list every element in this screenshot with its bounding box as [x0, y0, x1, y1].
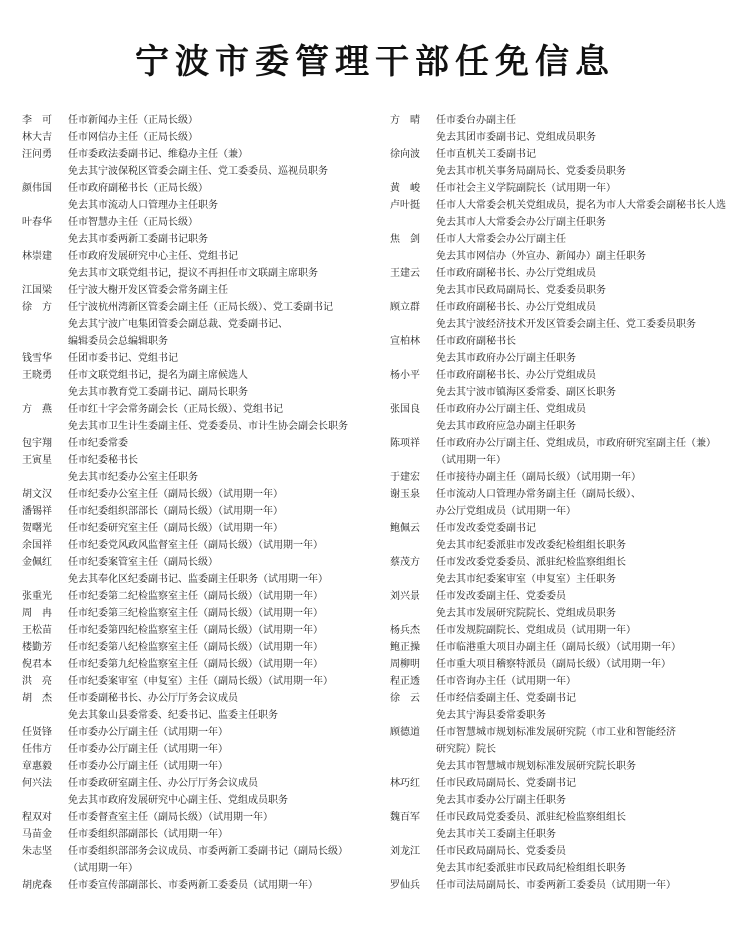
appointment-details [68, 299, 382, 350]
appointment-line: 任市纪委案审室（申复室）主任（副局长级）（试用期一年） [68, 676, 333, 687]
appointment-line: 任市纪委党风政风监督室主任（副局长级）（试用期一年） [68, 540, 323, 551]
appointment-line: 免去其市文联党组书记，提议不再担任市文联副主席职务 [68, 268, 318, 279]
appointment-line: 任市智慧办主任（正局长级） [68, 217, 198, 228]
appointment-line: 任市接待办副主任（副局长级）（试用期一年） [436, 472, 641, 483]
appointment-entry [22, 826, 382, 843]
appointment-entry [22, 452, 382, 486]
appointment-line: 任市人大常委会办公厅副主任 [436, 234, 566, 245]
appointment-details [68, 775, 382, 809]
appointment-line: 免去其市纪委案审室（申复室）主任职务 [436, 574, 616, 585]
person-name: 江国梁 [22, 285, 52, 296]
appointment-entry [390, 843, 742, 877]
appointment-entry [22, 656, 382, 673]
appointment-details [68, 452, 382, 486]
appointment-details [436, 435, 742, 469]
appointment-details [68, 741, 382, 758]
appointment-entry [22, 401, 382, 435]
appointment-details [436, 690, 742, 724]
appointment-entry [390, 656, 742, 673]
appointment-details [436, 656, 742, 673]
appointment-entry [390, 469, 742, 486]
appointment-line: 任团市委书记、党组书记 [68, 353, 178, 364]
appointment-line: 任市委督查室主任（副局长级）（试用期一年） [68, 812, 273, 823]
appointment-line: 任市纪委案管室主任（副局长级） [68, 557, 218, 568]
person-name: 胡文汉 [22, 489, 52, 500]
person-name: 黄 峻 [390, 183, 420, 194]
appointment-details [436, 639, 742, 656]
appointment-line: 免去其市关工委副主任职务 [436, 829, 556, 840]
person-name: 蔡茂方 [390, 557, 420, 568]
appointment-entry [390, 775, 742, 809]
person-name: 马苗金 [22, 829, 52, 840]
person-name: 张国良 [390, 404, 420, 415]
appointment-line: 免去其市民政局副局长、党委委员职务 [436, 285, 606, 296]
person-name: 于建宏 [390, 472, 420, 483]
person-name: 余国祥 [22, 540, 52, 551]
appointment-entry [390, 809, 742, 843]
appointment-details [68, 826, 382, 843]
person-name: 胡 杰 [22, 693, 52, 704]
appointment-details [436, 299, 742, 333]
appointment-line: 任市纪委第四纪检监察室主任（副局长级）（试用期一年） [68, 625, 323, 636]
appointment-entry [22, 639, 382, 656]
appointment-entry [22, 282, 382, 299]
appointment-details [68, 129, 382, 146]
appointment-details [436, 333, 742, 367]
appointment-line: 任市委台办副主任 [436, 115, 516, 126]
person-name: 周 冉 [22, 608, 52, 619]
person-name: 徐 云 [390, 693, 420, 704]
right-column [390, 112, 742, 894]
appointment-line: 任市政府副秘书长、办公厅党组成员 [436, 268, 596, 279]
appointment-line: 任市发改委党委委员、派驻纪检监察组组长 [436, 557, 626, 568]
person-name: 刘兴景 [390, 591, 420, 602]
appointment-line: 任市政府副秘书长、办公厅党组成员 [436, 302, 596, 313]
appointment-entry [22, 214, 382, 248]
appointment-line: 免去其宁波经济技术开发区管委会副主任、党工委委员职务 [436, 319, 696, 330]
appointment-line: 任市民政局副局长、党委委员 [436, 846, 566, 857]
person-name: 鲍佩云 [390, 523, 420, 534]
appointment-entry [390, 265, 742, 299]
appointment-line: 任市委政法委副书记、维稳办主任（兼） [68, 149, 248, 160]
appointment-details [436, 401, 742, 435]
appointment-line: 任市重大项目稽察特派员（副局长级）（试用期一年） [436, 659, 671, 670]
appointment-line: 任市纪委组织部部长（副局长级）（试用期一年） [68, 506, 283, 517]
appointment-details [68, 367, 382, 401]
person-name: 汪问勇 [22, 149, 52, 160]
appointment-line: 免去其市人大常委会办公厅副主任职务 [436, 217, 606, 228]
appointment-line: 免去其市政府发展研究中心副主任、党组成员职务 [68, 795, 288, 806]
appointment-entry [390, 554, 742, 588]
appointment-details [68, 282, 382, 299]
appointment-details [68, 673, 382, 690]
appointment-entry [22, 690, 382, 724]
appointment-details [68, 758, 382, 775]
appointment-details [68, 656, 382, 673]
appointment-line: 免去其宁波广电集团管委会副总裁、党委副书记、 [68, 319, 288, 330]
appointment-entry [22, 724, 382, 741]
appointment-line: 免去其市政府办公厅副主任职务 [436, 353, 576, 364]
appointment-entry [22, 741, 382, 758]
person-name: 包宇翔 [22, 438, 52, 449]
appointment-details [68, 112, 382, 129]
appointment-line: 免去其市纪委派驻市民政局纪检组组长职务 [436, 863, 626, 874]
appointment-line: 免去其市发展研究院院长、党组成员职务 [436, 608, 616, 619]
person-name: 林崇建 [22, 251, 52, 262]
appointment-line: 任市网信办主任（正局长级） [68, 132, 198, 143]
appointment-details [68, 622, 382, 639]
appointment-line: 免去其市智慧城市规划标准发展研究院长职务 [436, 761, 636, 772]
person-name: 王晓勇 [22, 370, 52, 381]
appointment-entry [390, 299, 742, 333]
appointment-line: 任市政府副秘书长、办公厅党组成员 [436, 370, 596, 381]
appointment-entry [22, 146, 382, 180]
appointment-details [68, 248, 382, 282]
appointment-entry [22, 537, 382, 554]
person-name: 钱雪华 [22, 353, 52, 364]
appointment-details [68, 588, 382, 605]
appointment-line: （试用期一年） [68, 863, 138, 874]
appointment-details [436, 146, 742, 180]
appointment-entry [390, 197, 742, 231]
appointment-details [68, 605, 382, 622]
person-name: 宣柏林 [390, 336, 420, 347]
appointment-entry [390, 401, 742, 435]
person-name: 徐 方 [22, 302, 52, 313]
appointment-details [68, 214, 382, 248]
appointment-entry [390, 333, 742, 367]
person-name: 顾立群 [390, 302, 420, 313]
appointment-entry [390, 690, 742, 724]
appointment-details [436, 724, 742, 775]
appointment-line: 任市人大常委会机关党组成员，提名为市人大常委会副秘书长人选 [436, 200, 726, 211]
person-name: 顾德道 [390, 727, 420, 738]
appointment-details [436, 809, 742, 843]
appointment-line: 免去其市委办公厅副主任职务 [436, 795, 566, 806]
appointment-line: （试用期一年） [436, 455, 506, 466]
appointment-details [68, 724, 382, 741]
person-name: 方 晴 [390, 115, 420, 126]
appointment-line: 任市委办公厅副主任（试用期一年） [68, 761, 228, 772]
appointment-line: 任市委副秘书长、办公厅厅务会议成员 [68, 693, 238, 704]
appointment-line: 办公厅党组成员（试用期一年） [436, 506, 576, 517]
person-name: 程双对 [22, 812, 52, 823]
appointment-entry [22, 775, 382, 809]
appointment-line: 任市纪委常委 [68, 438, 128, 449]
person-name: 李 可 [22, 115, 52, 126]
person-name: 潘锡祥 [22, 506, 52, 517]
person-name: 张重光 [22, 591, 52, 602]
appointment-line: 任市纪委第二纪检监察室主任（副局长级）（试用期一年） [68, 591, 323, 602]
appointment-entry [22, 843, 382, 877]
person-name: 鲍正操 [390, 642, 420, 653]
person-name: 章惠毅 [22, 761, 52, 772]
person-name: 刘龙江 [390, 846, 420, 857]
appointment-entry [390, 724, 742, 775]
appointment-line: 任宁波杭州湾新区管委会副主任（正局长级）、党工委副书记 [68, 302, 333, 313]
appointment-entry [390, 180, 742, 197]
appointment-details [68, 146, 382, 180]
appointment-entry [22, 486, 382, 503]
appointment-entry [390, 673, 742, 690]
appointment-line: 任市纪委第九纪检监察室主任（副局长级）（试用期一年） [68, 659, 323, 670]
appointment-line: 任市政府办公厅副主任、党组成员 [436, 404, 586, 415]
person-name: 王松苗 [22, 625, 52, 636]
appointment-details [436, 197, 742, 231]
appointment-line: 任市政府副秘书长（正局长级） [68, 183, 208, 194]
appointment-line: 任市政府发展研究中心主任、党组书记 [68, 251, 238, 262]
appointment-entry [22, 673, 382, 690]
appointment-entry [390, 112, 742, 146]
appointment-details [436, 469, 742, 486]
appointment-details [68, 401, 382, 435]
appointment-entry [22, 112, 382, 129]
appointment-line: 免去其象山县委常委、纪委书记、监委主任职务 [68, 710, 278, 721]
person-name: 王建云 [390, 268, 420, 279]
appointment-entry [390, 486, 742, 520]
appointment-details [436, 180, 742, 197]
appointment-line: 任市委组织部部务会议成员、市委两新工委副书记（副局长级） [68, 846, 348, 857]
appointment-details [68, 639, 382, 656]
appointment-line: 任市委办公厅副主任（试用期一年） [68, 744, 228, 755]
appointment-line: 免去其市卫生计生委副主任、党委委员、市计生协会副会长职务 [68, 421, 348, 432]
appointment-line: 免去其奉化区纪委副书记、监委副主任职务（试用期一年） [68, 574, 328, 585]
appointment-line: 任市咨询办主任（试用期一年） [436, 676, 576, 687]
person-name: 魏百军 [390, 812, 420, 823]
appointment-line: 任市发规院副院长、党组成员（试用期一年） [436, 625, 636, 636]
person-name: 楼勤芳 [22, 642, 52, 653]
appointment-entry [22, 622, 382, 639]
person-name: 贺曙光 [22, 523, 52, 534]
appointment-entry [22, 758, 382, 775]
appointment-details [436, 486, 742, 520]
appointment-line: 编辑委员会总编辑职务 [68, 336, 168, 347]
appointment-line: 任市政府办公厅副主任、党组成员，市政府研究室副主任（兼） [436, 438, 716, 449]
appointment-entry [22, 809, 382, 826]
appointment-details [436, 673, 742, 690]
appointment-entry [390, 877, 742, 894]
appointment-entry [22, 248, 382, 282]
appointment-entry [22, 503, 382, 520]
appointment-line: 免去其市纪委派驻市发改委纪检组组长职务 [436, 540, 626, 551]
person-name: 杨兵杰 [390, 625, 420, 636]
appointment-line: 任宁波大榭开发区管委会常务副主任 [68, 285, 228, 296]
appointment-entry [390, 367, 742, 401]
appointment-line: 免去其市政府应急办副主任职务 [436, 421, 576, 432]
appointment-entry [390, 622, 742, 639]
appointment-line: 任市民政局党委委员、派驻纪检监察组组长 [436, 812, 626, 823]
person-name: 任伟方 [22, 744, 52, 755]
appointment-details [436, 843, 742, 877]
appointment-line: 免去其市委两新工委副书记职务 [68, 234, 208, 245]
left-column [22, 112, 382, 894]
person-name: 朱志坚 [22, 846, 52, 857]
appointment-entry [22, 588, 382, 605]
appointment-line: 免去其市纪委办公室主任职务 [68, 472, 198, 483]
appointment-entry [22, 877, 382, 894]
appointment-line: 免去其市教育党工委副书记、副局长职务 [68, 387, 248, 398]
appointment-entry [22, 180, 382, 214]
appointment-line: 免去其市流动人口管理办主任职务 [68, 200, 218, 211]
appointment-details [68, 554, 382, 588]
appointment-details [436, 622, 742, 639]
person-name: 叶春华 [22, 217, 52, 228]
page-title: 宁波市委管理干部任免信息 [135, 42, 615, 82]
appointment-details [68, 520, 382, 537]
appointment-entry [22, 367, 382, 401]
appointment-line: 任市文联党组书记，提名为副主席候选人 [68, 370, 248, 381]
appointment-details [436, 877, 742, 894]
appointment-details [68, 435, 382, 452]
appointment-entry [390, 435, 742, 469]
person-name: 王寅星 [22, 455, 52, 466]
person-name: 卢叶挺 [390, 200, 420, 211]
appointment-details [436, 775, 742, 809]
appointment-details [68, 486, 382, 503]
appointment-entry [22, 435, 382, 452]
appointment-line: 任市委宣传部副部长、市委两新工委委员（试用期一年） [68, 880, 318, 891]
appointment-entry [390, 588, 742, 622]
person-name: 何兴法 [22, 778, 52, 789]
appointment-line: 任市发改委党委副书记 [436, 523, 536, 534]
appointment-line: 任市司法局副局长、市委两新工委委员（试用期一年） [436, 880, 676, 891]
appointment-details [436, 265, 742, 299]
appointment-line: 免去其市机关事务局副局长、党委委员职务 [436, 166, 626, 177]
person-name: 胡虎森 [22, 880, 52, 891]
person-name: 陈项祥 [390, 438, 420, 449]
person-name: 周柳明 [390, 659, 420, 670]
appointment-details [436, 554, 742, 588]
appointment-line: 任市纪委办公室主任（副局长级）（试用期一年） [68, 489, 283, 500]
appointment-details [436, 367, 742, 401]
appointment-details [68, 843, 382, 877]
appointment-details [68, 809, 382, 826]
appointment-line: 任市纪委秘书长 [68, 455, 138, 466]
person-name: 方 燕 [22, 404, 52, 415]
appointment-details [68, 537, 382, 554]
appointment-line: 任市委办公厅副主任（试用期一年） [68, 727, 228, 738]
appointment-line: 任市纪委第三纪检监察室主任（副局长级）（试用期一年） [68, 608, 323, 619]
person-name: 程正透 [390, 676, 420, 687]
appointment-details [68, 877, 382, 894]
appointment-line: 任市新闻办主任（正局长级） [68, 115, 198, 126]
appointment-entry [22, 129, 382, 146]
appointment-entry [390, 231, 742, 265]
appointment-line: 任市委组织部副部长（试用期一年） [68, 829, 228, 840]
appointment-entry [22, 299, 382, 350]
appointment-line: 任市流动人口管理办常务副主任（副局长级）、 [436, 489, 641, 500]
appointment-line: 免去其团市委副书记、党组成员职务 [436, 132, 596, 143]
appointment-entry [390, 520, 742, 554]
appointment-line: 任市民政局副局长、党委副书记 [436, 778, 576, 789]
appointment-details [436, 588, 742, 622]
appointment-entry [22, 520, 382, 537]
person-name: 洪 亮 [22, 676, 52, 687]
person-name: 颜伟国 [22, 183, 52, 194]
appointment-line: 任市直机关工委副书记 [436, 149, 536, 160]
appointment-details [68, 180, 382, 214]
person-name: 林大吉 [22, 132, 52, 143]
appointment-line: 任市发改委副主任、党委委员 [436, 591, 566, 602]
appointment-entry [390, 639, 742, 656]
person-name: 徐向波 [390, 149, 420, 160]
appointment-line: 任市红十字会常务副会长（正局长级）、党组书记 [68, 404, 283, 415]
appointment-details [68, 690, 382, 724]
appointment-details [436, 520, 742, 554]
appointment-line: 免去其市网信办（外宣办、新闻办）副主任职务 [436, 251, 646, 262]
appointment-line: 任市委政研室副主任、办公厅厅务会议成员 [68, 778, 258, 789]
appointment-line: 免去其宁海县委常委职务 [436, 710, 546, 721]
person-name: 罗仙兵 [390, 880, 420, 891]
appointment-entry [22, 350, 382, 367]
appointment-line: 免去其宁波保税区管委会副主任、党工委委员、巡视员职务 [68, 166, 328, 177]
appointment-line: 任市社会主义学院副院长（试用期一年） [436, 183, 616, 194]
person-name: 倪君本 [22, 659, 52, 670]
appointment-line: 任市经信委副主任、党委副书记 [436, 693, 576, 704]
appointment-line: 任市临港重大项目办副主任（副局长级）（试用期一年） [436, 642, 681, 653]
person-name: 焦 剑 [390, 234, 420, 245]
appointment-line: 任市政府副秘书长 [436, 336, 516, 347]
appointment-details [68, 350, 382, 367]
appointment-line: 任市纪委第八纪检监察室主任（副局长级）（试用期一年） [68, 642, 323, 653]
appointment-line: 任市纪委研究室主任（副局长级）（试用期一年） [68, 523, 283, 534]
appointment-entry [22, 605, 382, 622]
person-name: 任贤锋 [22, 727, 52, 738]
appointment-details [68, 503, 382, 520]
person-name: 杨小平 [390, 370, 420, 381]
appointment-line: 免去其宁波市镇海区委常委、副区长职务 [436, 387, 616, 398]
person-name: 金佩红 [22, 557, 52, 568]
person-name: 林巧红 [390, 778, 420, 789]
person-name: 谢玉泉 [390, 489, 420, 500]
appointment-line: 任市智慧城市规划标准发展研究院（市工业和智能经济 [436, 727, 676, 738]
appointment-entry [390, 146, 742, 180]
appointment-line: 研究院）院长 [436, 744, 496, 755]
appointment-details [436, 231, 742, 265]
appointment-details [436, 112, 742, 146]
appointment-entry [22, 554, 382, 588]
